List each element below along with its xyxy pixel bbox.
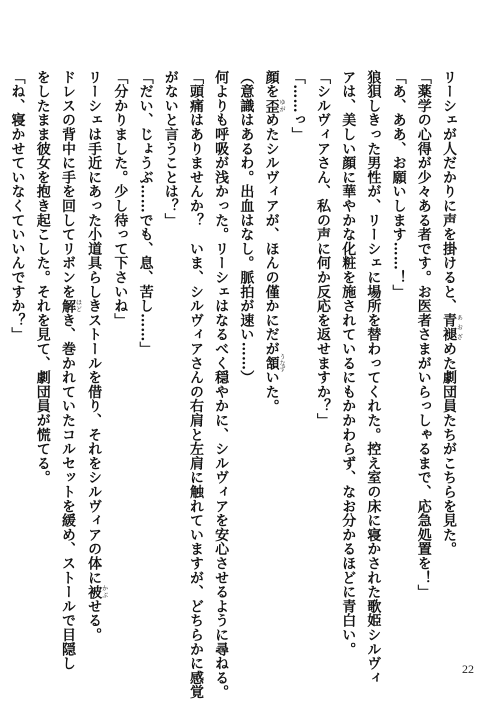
ruby-word	[441, 313, 463, 342]
text-segment: 狼狽しきった男性が、リーシェに場所を替わってくれた。控え室の床に寝かされた歌姫シルヴィ	[365, 70, 382, 685]
ruby-word	[263, 353, 286, 373]
ruby-reading: ゆが	[278, 98, 286, 113]
text-segment: 「薬学の心得が少々ある者です。お医者さまがいらっしゃるまで、応急処置を！」	[415, 70, 432, 600]
text-line	[436, 70, 462, 650]
text-line	[385, 70, 410, 650]
text-line	[81, 70, 107, 650]
text-segment: 「頭痛はありませんか？ いま、シルヴィアさんの右肩と左肩に触れていますが、どちらかに感覚	[187, 70, 204, 700]
text-line	[310, 70, 335, 650]
text-segment: （意識はあるわ。出血はなし。脈拍が速い……）	[238, 70, 255, 385]
ruby-word	[263, 98, 286, 113]
text-segment: リーシェが人だかりに声を掛けると、	[441, 70, 457, 314]
text-segment: いた。	[263, 370, 280, 414]
ruby-base: 被	[86, 584, 103, 600]
ruby-base: 歪	[263, 98, 280, 113]
text-line	[158, 70, 183, 650]
text-segment: をしたまま彼女を抱き起こした。それを見て、劇団員が慌てる。	[34, 70, 51, 485]
ruby-reading: ほど	[74, 298, 82, 314]
text-line	[183, 70, 208, 700]
text-segment: 「ね、寝かせていなくていいんですか？」	[9, 70, 26, 342]
page-number: 22	[462, 662, 474, 676]
text-line	[30, 70, 55, 650]
text-line	[258, 70, 284, 650]
ruby-word	[86, 584, 108, 600]
ruby-base: 頷	[263, 353, 280, 373]
text-line	[360, 70, 385, 685]
text-segment: リーシェは手近にあった小道具らしきストールを借り、それをシルヴィアの体に	[86, 70, 103, 585]
text-segment: アは、美しい顔に華やかな化粧を施されているにもかかわらず、なお分かるほどに青白い。	[340, 70, 357, 657]
text-line	[55, 70, 82, 671]
text-segment: 「シルヴィアさん、私の声に何か反応を返せますか？」	[314, 70, 331, 428]
text-line	[4, 70, 29, 650]
text-segment: 何よりも呼吸が浅かった。リーシェはなるべく穏やかに、シルヴィアを安心させるように尋ねる。	[213, 70, 230, 700]
ruby-reading: かぶ	[100, 584, 108, 600]
text-line	[208, 70, 233, 700]
text-segment: めた劇団員たちがこちらを見た。	[441, 341, 457, 557]
text-segment: がないと言うことは？」	[162, 70, 179, 228]
ruby-base: 青褪	[441, 313, 457, 342]
text-segment: 「分かりました。少し待って下さいね」	[112, 70, 129, 328]
ruby-base: 解	[59, 298, 76, 314]
text-segment: 顔を	[263, 70, 280, 99]
text-line	[107, 70, 132, 650]
ruby-reading: うなず	[278, 353, 286, 373]
text-segment: 「あ、ああ、お願いします……！」	[390, 70, 407, 299]
text-segment: 「だい、じょうぶ……でも、息、苦し……」	[137, 70, 154, 356]
text-line	[335, 70, 360, 657]
text-segment: めたシルヴィアが、ほんの僅かにだが	[263, 112, 280, 357]
text-segment: せる。	[86, 599, 103, 643]
text-line	[285, 70, 310, 650]
ruby-reading: あおざ	[455, 313, 463, 342]
text-segment: き、巻かれていたコルセットを緩め、ストールで目隠し	[59, 313, 76, 671]
text-segment: 「……っ」	[289, 70, 306, 142]
text-line	[132, 70, 157, 650]
text-line	[411, 70, 436, 650]
text-line	[233, 70, 258, 650]
body-text	[4, 70, 463, 700]
text-segment: ドレスの背中に手を回してリボンを	[59, 70, 76, 299]
ruby-word	[59, 298, 82, 314]
